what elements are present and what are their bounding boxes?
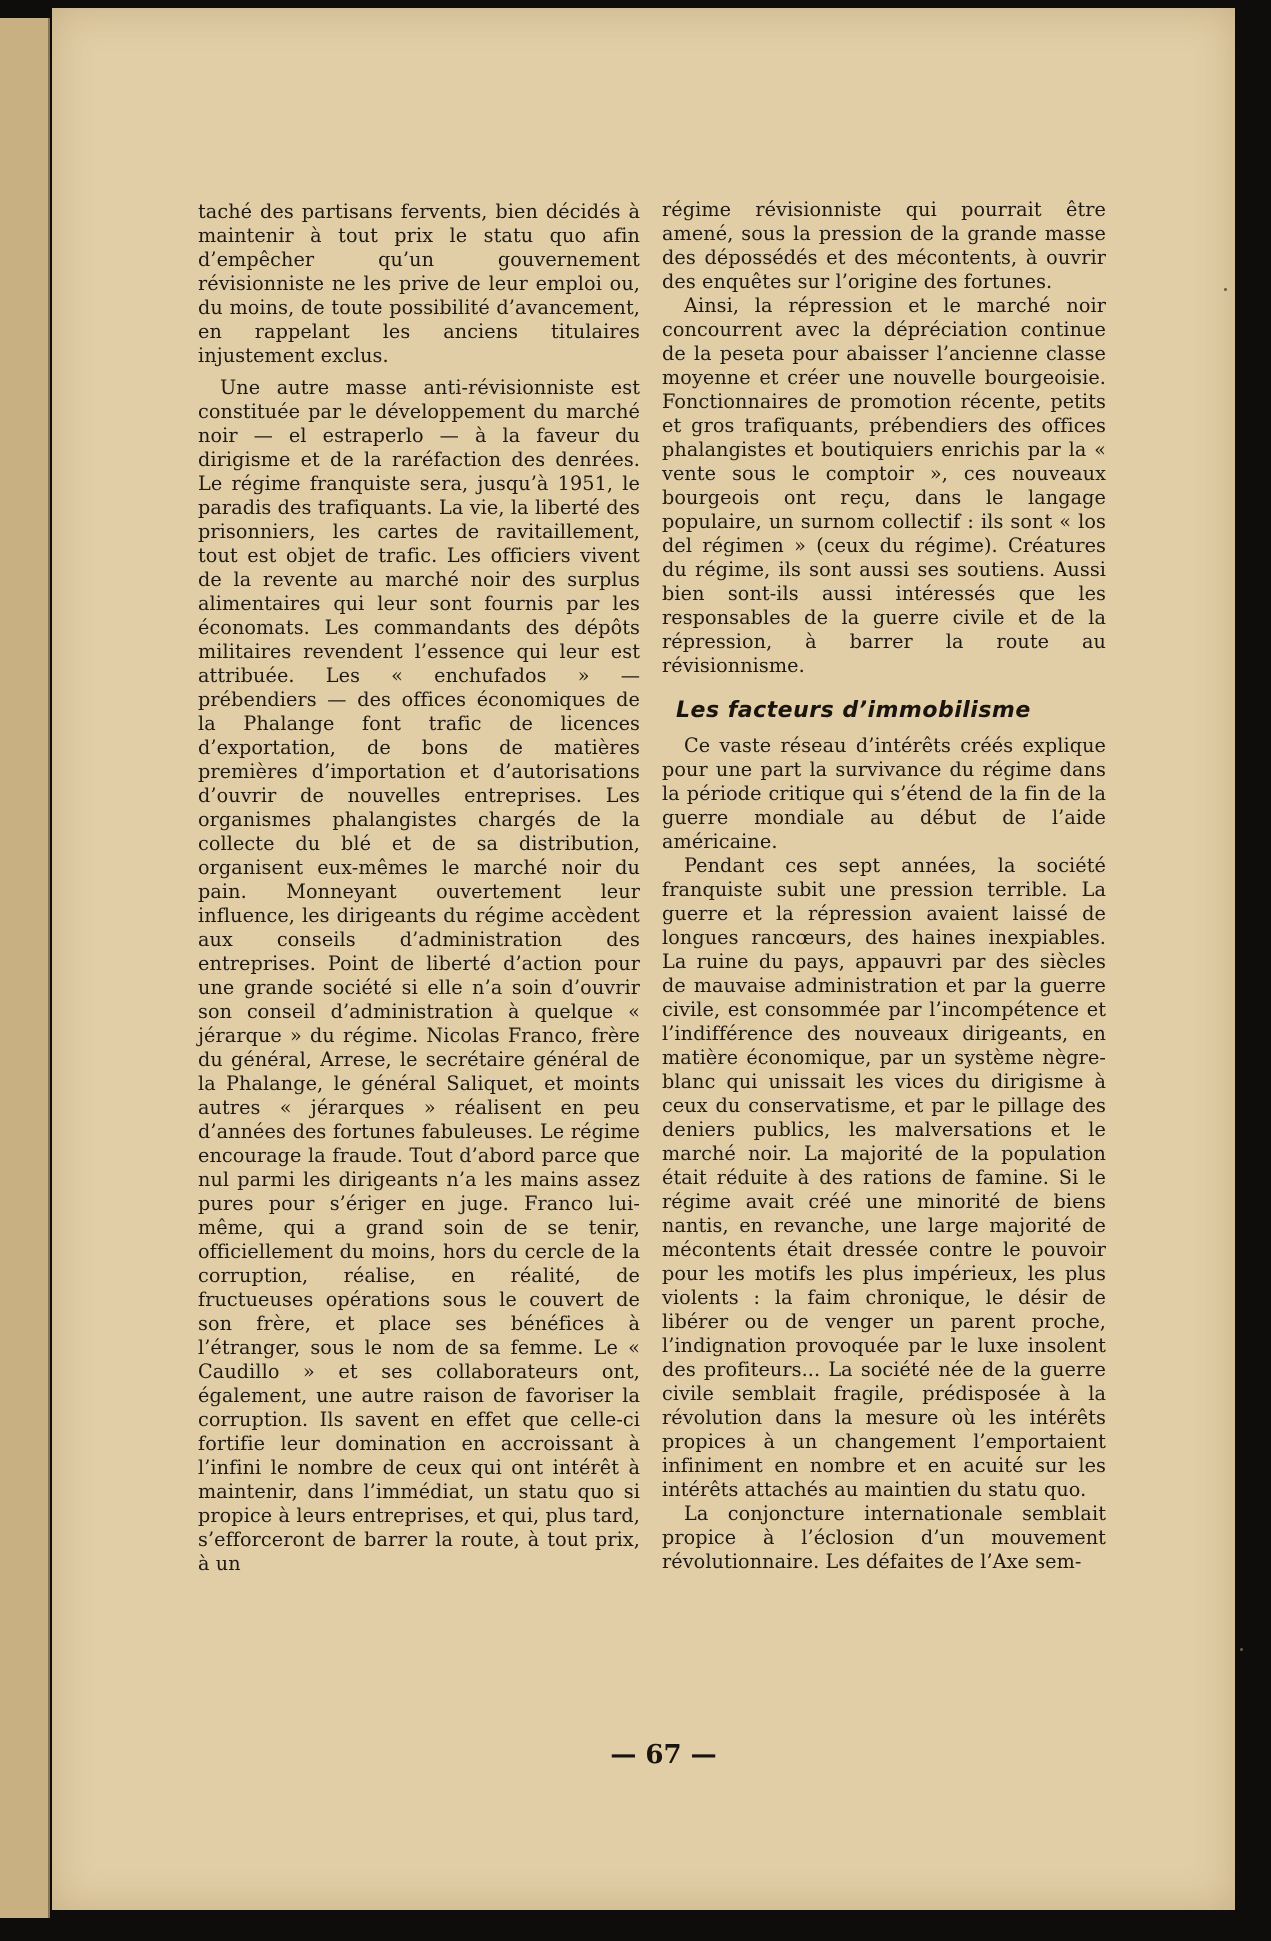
paragraph-continuation: régime révisionniste qui pourrait être amené, sous la pression de la grande masse des dépossédés et des mécontents, à ouvrir des enquêtes sur l’origine des fortunes. [662,198,1106,293]
right-column [662,198,1106,1574]
paragraph-network: Ce vaste réseau d’intérêts créés explique pour une part la survivance du régime dans la période critique qui s’étend de la fin de la guerre mondiale au début de l’aide américaine. [662,734,1106,853]
paragraph-new-bourgeoisie: Ainsi, la répression et le marché noir concourrent avec la dépréciation continue de la peseta pour abaisser l’ancienne classe moyenne et créer une nouvelle bourgeoisie. Fonctionnaires de promotion récente, petits et gros trafiquants, prébendiers des offices phalangistes et boutiquiers enrichis par la « vente sous le comptoir », ces nouveaux bourgeois ont reçu, dans le langage populaire, un surnom collectif : ils sont « los del régimen » (ceux du régime). Créatures du régime, ils sont aussi ses soutiens. Aussi bien sont-ils aussi intéressés que les responsables de la guerre civile et de la répression, à barrer la route au révisionnisme. [662,294,1106,677]
paragraph-pressure: Pendant ces sept années, la société franquiste subit une pression terrible. La guerre et la répression avaient laissé de longues rancœurs, des haines inexpiables. La ruine du pays, appauvri par des siècles de mauvaise administration et par la guerre civile, est consommée par l’incompétence et l’indifférence des nouveaux dirigeants, en matière économique, par un système nègre-blanc qui unissait les vices du dirigisme à ceux du conservatisme, et par le pillage des deniers publics, les malversations et le marché noir. La majorité de la population était réduite à des rations de famine. Si le régime avait créé une minorité de biens nantis, en revanche, une large majorité de mécontents était dressée contre le pouvoir pour les motifs les plus impérieux, les plus violents : la faim chronique, le désir de libérer ou de venger un parent proche, l’indignation provoquée par le luxe insolent des profiteurs... La société née de la guerre civile semblait fragile, prédisposée à la révolution dans la mesure où les intérêts propices à un changement l’emportaient infiniment en nombre et en acuité sur les intérêts attachés au maintien du statu quo. [662,854,1106,1501]
paragraph-international: La conjoncture internationale semblait propice à l’éclosion d’un mouvement révolutionnaire. Les défaites de l’Axe sem- [662,1502,1106,1573]
paper-speck [1224,288,1227,291]
book-page [52,8,1235,1910]
left-column [198,200,640,1576]
paper-speck [1240,1648,1243,1651]
page-number-text: — 67 — [610,1740,717,1770]
previous-page-edge [0,18,50,1918]
section-heading: Les facteurs d’immobilisme [676,698,1031,723]
paragraph-black-market: Une autre masse anti-révisionniste est constituée par le développement du marché noir — el estraperlo — à la faveur du dirigisme et de la raréfaction des denrées. Le régime franquiste sera, jusqu’à 1951, le paradis des trafiquants. La vie, la liberté des prisonniers, les cartes de ravitaillement, tout est objet de trafic. Les officiers vivent de la revente au marché noir des surplus alimentaires qui leur sont fournis par les économats. Les commandants des dépôts militaires revendent l’essence qui leur est attribuée. Les « enchufados » — prébendiers — des offices économiques de la Phalange font trafic de licences d’exportation, de bons de matières premières d’importation et d’autorisations d’ouvrir de nouvelles entreprises. Les organismes phalangistes chargés de la collecte du blé et de sa distribution, organisent eux-mêmes le marché noir du pain. Monneyant ouvertement leur influence, les dirigeants du régime accèdent aux conseils d’administration des entreprises. Point de liberté d’action pour une grande société si elle n’a soin d’ouvrir son conseil d’administration à quelque « jérarque » du régime. Nicolas Franco, frère du général, Arrese, le secrétaire général de la Phalange, le général Saliquet, et moints autres « jérarques » réalisent en peu d’années des fortunes fabuleuses. Le régime encourage la fraude. Tout d’abord parce que nul parmi les dirigeants n’a les mains assez pures pour s’ériger en juge. Franco lui-même, qui a grand soin de se tenir, officiellement du moins, hors du cercle de la corruption, réalise, en réalité, de fructueuses opérations sous le couvert de son frère, et place ses bénéfices à l’étranger, sous le nom de sa femme. Le « Caudillo » et ses collaborateurs ont, également, une autre raison de favoriser la corruption. Ils savent en effet que celle-ci fortifie leur domination en accroissant à l’infini le nombre de ceux qui ont intérêt à maintenir, dans l’immédiat, un statu quo si propice à leurs entreprises, et qui, plus tard, s’efforceront de barrer la route, à tout prix, à un [198,376,640,1575]
paragraph-continuation: taché des partisans fervents, bien décidés à maintenir à tout prix le statu quo afin d’empêcher qu’un gouvernement révisionniste ne les prive de leur emploi ou, du moins, de toute possibilité d’avancement, en rappelant les anciens titulaires injustement exclus. [198,200,640,367]
page-number [52,1740,1235,1770]
